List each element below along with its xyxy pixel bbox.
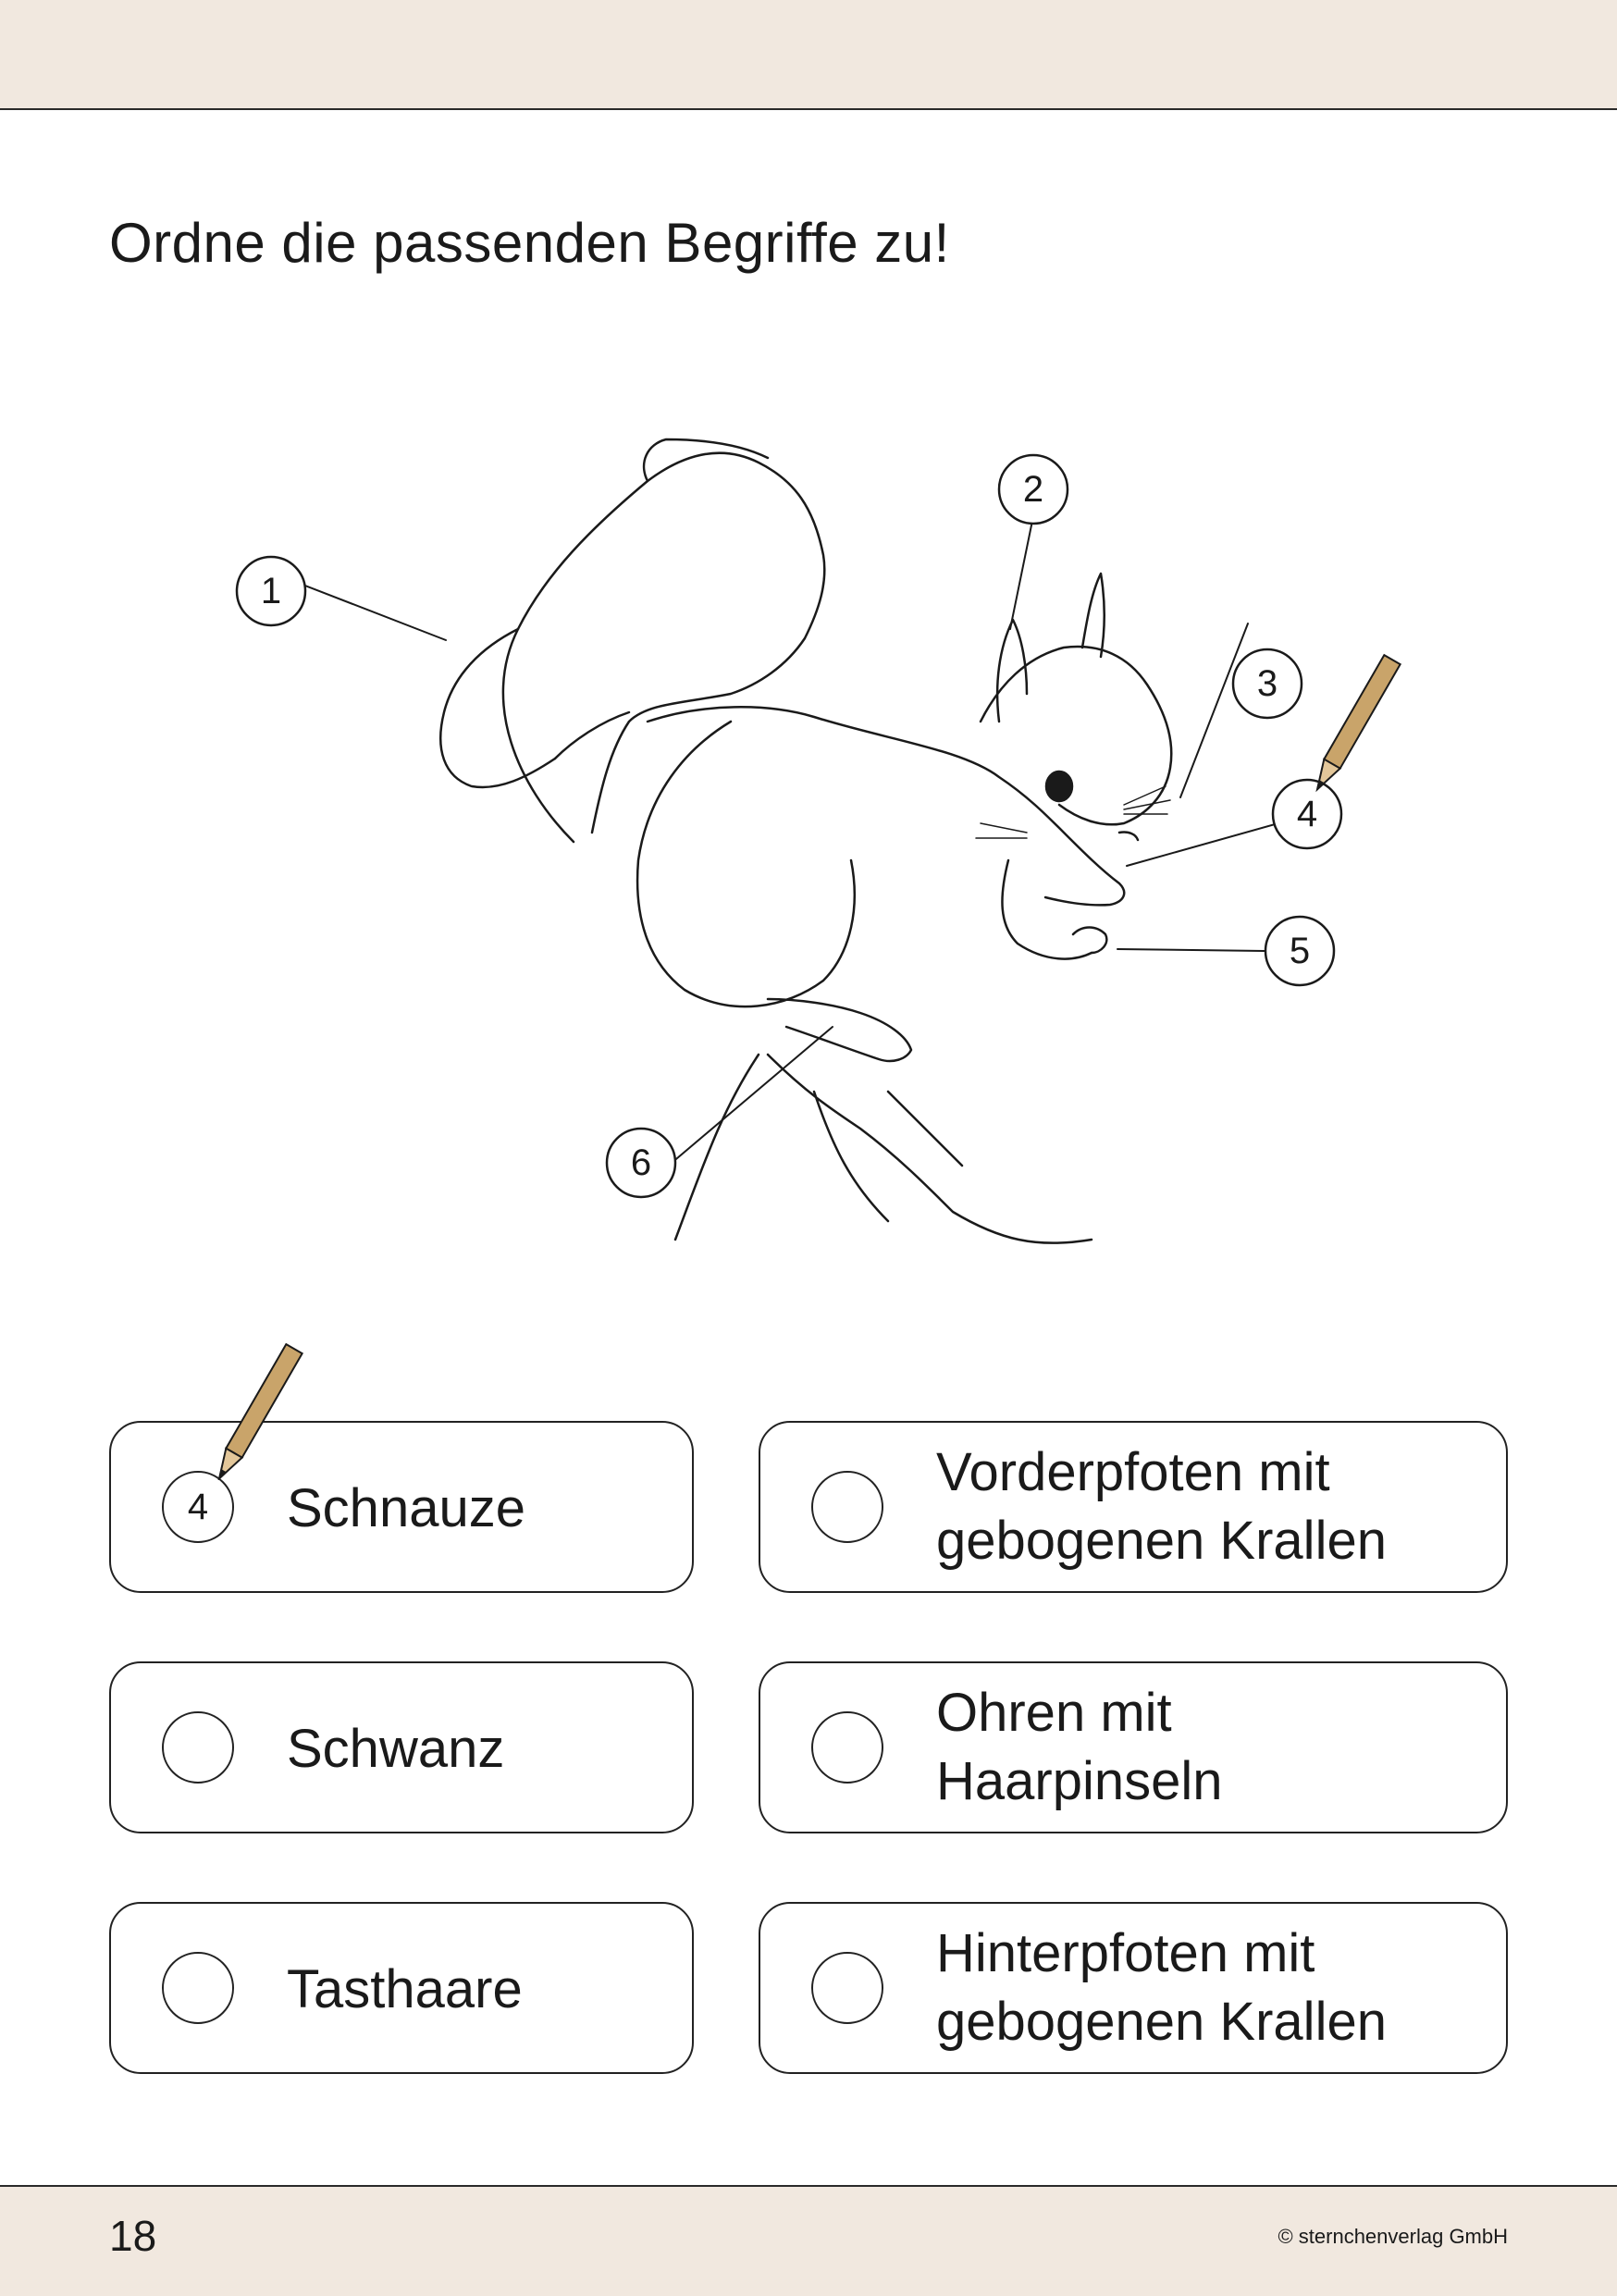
term-label-line-2: Haarpinseln [936,1751,1223,1811]
tree-stump [675,1055,1092,1243]
term-box-schwanz[interactable] [109,1661,694,1833]
squirrel-body [648,707,1124,905]
copyright-notice: © sternchenverlag GmbH [1278,2225,1508,2248]
callout-number-5: 5 [1289,931,1311,971]
term-box-ohren[interactable] [759,1661,1508,1833]
answer-circle[interactable] [162,1952,234,2024]
term-label-line-1: Hinterpfoten mit [936,1923,1315,1983]
callout-number-4: 4 [1296,794,1318,834]
term-label-line-2: gebogenen Krallen [936,1992,1387,2052]
term-label: Schnauze [287,1478,525,1538]
term-label: Tasthaare [287,1959,523,2019]
squirrel-head [981,647,1171,824]
term-label-line-2: gebogenen Krallen [936,1511,1387,1571]
term-box-hinterpfoten[interactable] [759,1902,1508,2074]
answer-circle[interactable] [162,1711,234,1784]
answer-circle[interactable] [811,1711,883,1784]
answer-circle[interactable] [811,1471,883,1543]
answer-circle[interactable] [811,1952,883,2024]
term-box-vorderpfoten[interactable] [759,1421,1508,1593]
pencil-icon [1309,655,1400,794]
page-number: 18 [109,2212,157,2260]
callout-number-2: 2 [1022,469,1044,510]
squirrel-front-paws [1002,860,1092,959]
callout-number-3: 3 [1256,663,1278,704]
squirrel-hind-paws [768,999,911,1061]
callout-number-6: 6 [630,1142,652,1183]
squirrel-illustration [0,352,1617,1277]
term-label-line-1: Vorderpfoten mit [936,1442,1330,1502]
answer-circle[interactable]: 4 [162,1471,234,1543]
term-label-line-1: Ohren mit [936,1683,1172,1743]
instruction-title: Ordne die passenden Begriffe zu! [109,212,950,274]
callout-number-1: 1 [260,571,282,611]
pencil-icon [190,1332,310,1480]
term-label: Schwanz [287,1719,505,1779]
header-band [0,0,1617,110]
squirrel-tail [503,453,824,842]
term-box-tasthaare[interactable] [109,1902,694,2074]
